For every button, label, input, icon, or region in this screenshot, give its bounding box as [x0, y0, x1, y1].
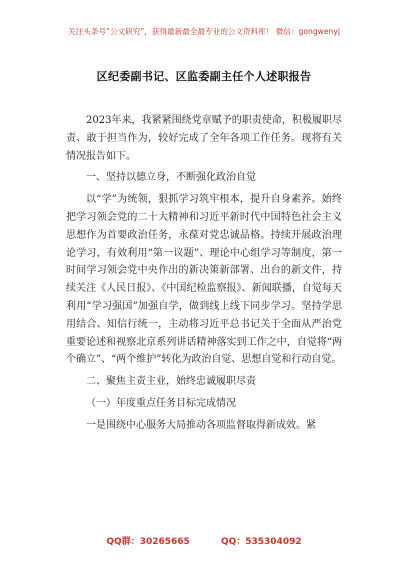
footer-qq-group: QQ群：30265665 — [106, 537, 190, 547]
document-body — [66, 112, 342, 439]
footer-contact — [0, 534, 408, 547]
paragraph-supervision: 一是围绕中心服务大局推动各项监督取得新成效。紧 — [86, 419, 316, 431]
footer-qq: QQ：535304092 — [220, 537, 302, 547]
section-heading-1: 一、坚持以德立身，不断强化政治自觉 — [86, 172, 256, 184]
document-title: 区纪委副书记、区监委副主任个人述职报告 — [96, 70, 312, 83]
paragraph-intro: 2023年来，我紧紧围绕党章赋予的职责使命，积极履职尽责、敢于担当作为，较好完成了全年各项工作任务。现将有关情况报告如下。 — [66, 115, 342, 162]
section-heading-2: 二、聚焦主责主业，始终忠诚履职尽责 — [86, 376, 256, 388]
subsection-heading-1: （一）年度重点任务目标完成情况 — [86, 397, 236, 409]
paragraph-study: 以“学”为统领，狠抓学习筑牢根本，提升自身素养。始终把学习领会党的二十大精神和习近平新时代中国特色社会主义思想作为首要政治任务，永葆对党忠诚品格。持续开展政治理论学习，有效利用“第一议题”、理论中心组学习等制度，第一时间学习领会党中央作出的新决策新部署、出台的新文件，持续关注《人民日报》、《中国纪检监察报》、新闻联播，自觉每天利用“学习强国”加强自学，做到线上线下同步学习。坚持学思用结合、知信行统一，主动将习近平总书记关于全面从严治党重要论述和视察北京系列讲话精神落实到工作之中，自觉将“两个确立”、“两个维护”转化为政治自觉、思想自觉和行动自觉。 — [66, 194, 342, 366]
header-note: 关注头条号“公文研究”，获得最新最全最专业的公文资料库！ 微信：gongwenyj — [68, 27, 340, 36]
